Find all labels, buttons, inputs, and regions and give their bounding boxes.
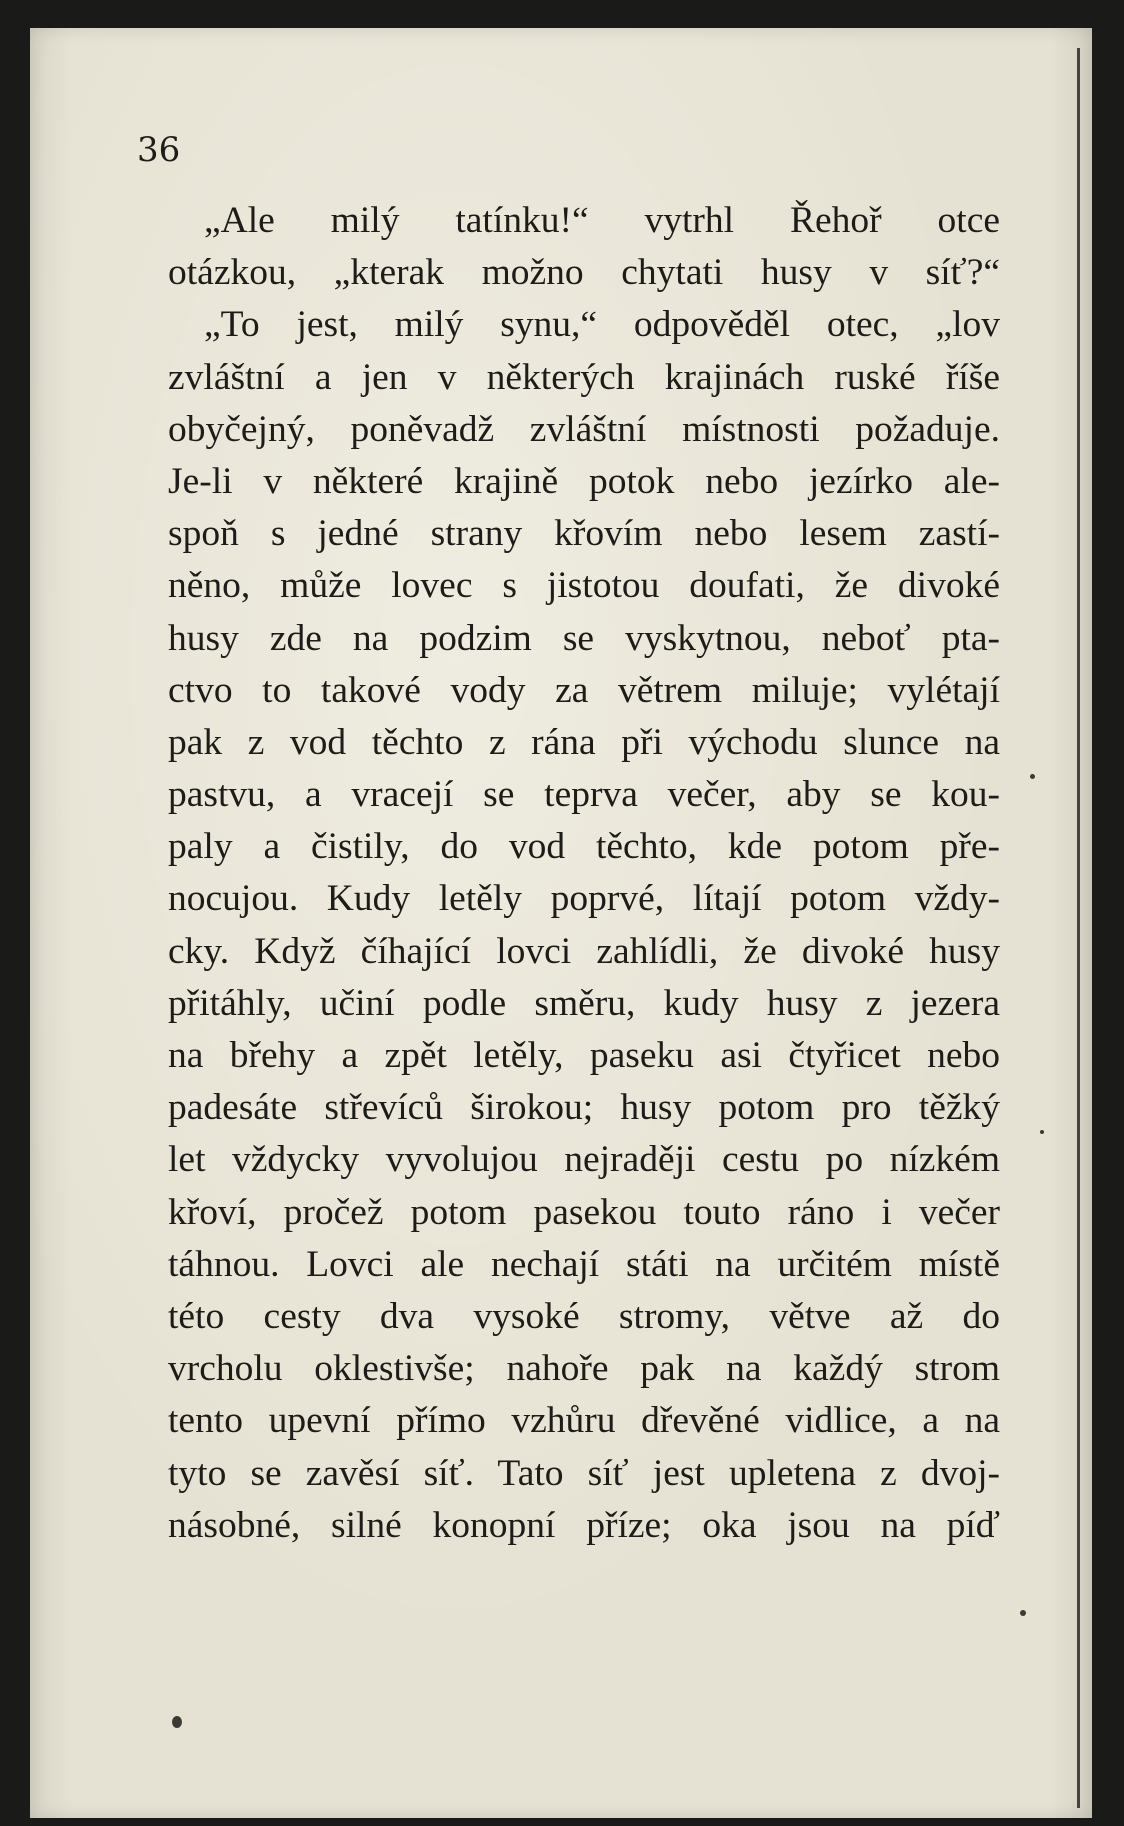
text-line: nocujou. Kudy letěly poprvé, lítají potom vždy- (168, 878, 1000, 920)
body-text (168, 195, 1000, 1552)
text-line: tento upevní přímo vzhůru dřevěné vidlice, a na (168, 1400, 1000, 1442)
ink-speck (172, 1716, 182, 1728)
text-line: zvláštní a jen v některých krajinách ruské říše (168, 356, 1000, 398)
text-line: něno, může lovec s jistotou doufati, že divoké (168, 565, 1000, 607)
text-line: křoví, pročež potom pasekou touto ráno i večer (168, 1191, 1000, 1233)
text-line: pak z vod těchto z rána při východu slunce na (168, 721, 1000, 763)
text-line: „To jest, milý synu,“ odpověděl otec, „lov (204, 304, 1000, 346)
text-line: ctvo to takové vody za větrem miluje; vylétají (168, 669, 1000, 711)
text-line: tyto se zavěsí síť. Tato síť jest upletena z dvoj- (168, 1452, 1000, 1494)
ink-speck (1030, 774, 1035, 779)
text-line: let vždycky vyvolujou nejraději cestu po nízkém (168, 1139, 1000, 1181)
text-line: padesáte střevíců širokou; husy potom pro těžký (168, 1087, 1000, 1129)
text-line: na břehy a zpět letěly, paseku asi čtyřicet nebo (168, 1035, 1000, 1076)
page-edge-shadow (1077, 48, 1080, 1808)
text-line: cky. Když číhající lovci zahlídli, že divoké husy (168, 930, 1000, 972)
text-line: spoň s jedné strany křovím nebo lesem zastí- (168, 513, 1000, 555)
ink-speck (1020, 1610, 1026, 1616)
text-line: obyčejný, poněvadž zvláštní místnosti požaduje. (168, 408, 1000, 450)
text-line: vrcholu oklestivše; nahoře pak na každý strom (168, 1348, 1000, 1390)
page-number: 36 (137, 130, 181, 170)
text-line: pastvu, a vracejí se teprva večer, aby se kou- (168, 774, 1000, 816)
text-line: přitáhly, učiní podle směru, kudy husy z jezera (168, 982, 1000, 1024)
text-line: této cesty dva vysoké stromy, větve až do (168, 1295, 1000, 1337)
text-line: táhnou. Lovci ale nechají státi na určitém místě (168, 1243, 1000, 1285)
text-line: otázkou, „kterak možno chytati husy v síť?“ (168, 252, 1000, 294)
text-line: „Ale milý tatínku!“ vytrhl Řehoř otce (204, 200, 1000, 241)
text-line: násobné, silné konopní příze; oka jsou na píď (168, 1504, 1000, 1546)
text-line: paly a čistily, do vod těchto, kde potom pře- (168, 826, 1000, 868)
text-line: husy zde na podzim se vyskytnou, neboť pta- (168, 617, 1000, 659)
ink-speck (1040, 1130, 1044, 1134)
text-line: Je-li v některé krajině potok nebo jezírko ale- (168, 460, 1000, 502)
